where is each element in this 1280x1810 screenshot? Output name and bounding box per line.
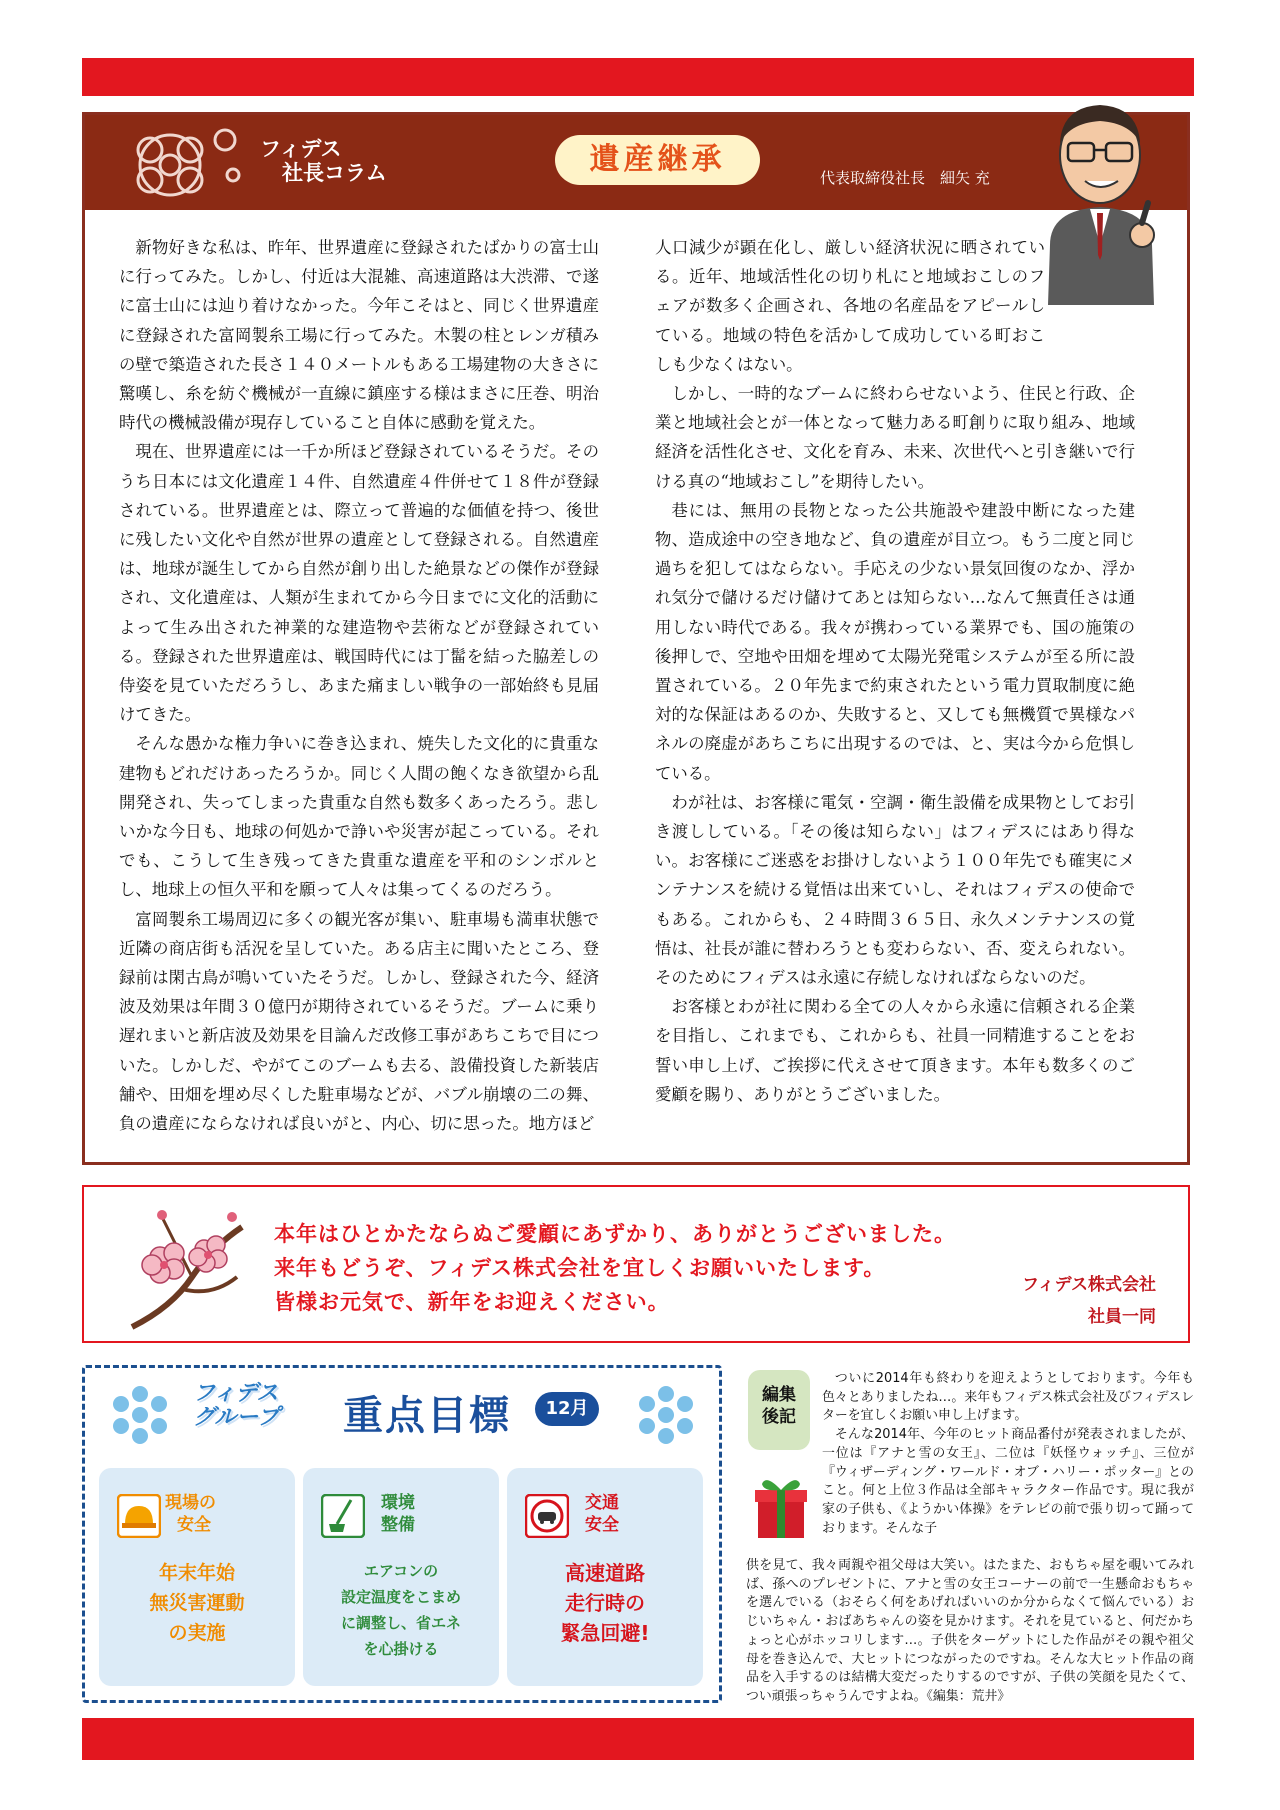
goal-card-traffic-safety [507, 1468, 703, 1686]
editor-paragraph-continued: 供を見て、我々両親や祖父母は大笑い。はたまた、おもちゃ屋を覗いてみれば、孫へのプレゼントに、アナと雪の女王コーナーの前で一生懸命おもちゃを選んでいる（おそらく何をあげればいいのか分からなくて悩んでいる）おじいちゃん・おばあちゃんの姿を見かけます。それを見ていると、何だかちょっと心がホッコリします…。子供をターゲットにした作品がその親や祖父母を巻き込んで、大ヒットにつながったのですね。そんな大ヒット作品の商品を入手するのは結構大変だったりするのですが、子供の笑顔を見たくて、つい頑張っちゃうんですよね。《編集：荒井》 [746, 1558, 1194, 1704]
column-text-left [119, 233, 599, 1138]
mop-icon [321, 1494, 365, 1538]
goals-group-name [193, 1382, 279, 1430]
column-paragraph: そんな愚かな権力争いに巻き込まれ、焼失した文化的に貴重な建物もどれだけあったろうか。同じく人間の飽くなき欲望から乱開発され、失ってしまった貴重な自然も数多くあったろう。悲しいかな今日も、地球の何処かで諍いや災害が起こっている。それでも、こうして生き残ってきた貴重な遺産を平和のシンボルとし、地球上の恒久平和を願って人々は集ってくるのだろう。 [119, 734, 599, 900]
goal-body-line: 緊急回避! [560, 1621, 650, 1645]
column-paragraph: 富岡製糸工場周辺に多くの観光客が集い、駐車場も満車状態で近隣の商店街も活況を呈していた。ある店主に聞いたところ、登録前は閑古鳥が鳴いていたそうだ。しかし、登録された今、経済波及効果は年間３０億円が期待されているそうだ。ブームに乗り遅れまいと新店波及効果を目論んだ改修工事があちこちで目についた。しかしだ、やがてこのブームも去る、設備投資した新装店舗や、田畑を埋め尽くした駐車場などが、バブル崩壊の二の舞、負の遺産にならなければ良いがと、内心、切に思った。地方ほど [119, 909, 599, 1134]
goal-body [99, 1558, 295, 1648]
goal-body-line: 走行時の [565, 1591, 645, 1615]
goal-body-line: を心掛ける [363, 1640, 439, 1658]
column-title: 遺産継承 [555, 135, 760, 185]
column-text-right [655, 233, 1135, 1109]
goals-group-line1: フィデス [193, 1381, 279, 1406]
column-label-line2: 社長コラム [282, 161, 387, 185]
goal-body-line: 年末年始 [158, 1562, 235, 1584]
goal-heading-line: 交通 [585, 1493, 619, 1513]
column-label [260, 137, 387, 185]
goals-title: 重点目標 [343, 1393, 511, 1439]
plum-branch-icon [122, 1197, 262, 1337]
editor-paragraph: そんな2014年、今年のヒット商品番付が発表されましたが、一位は『アナと雪の女王』、二位は『妖怪ウォッチ』、三位が『ウィザーディング・ワールド・オブ・ハリー・ポッター』とのこと。何と上位３作品は全部キャラクター作品です。現に我が家の子供も、《ようかい体操》をテレビの前で張り切って踊っております。そんな子 [822, 1427, 1194, 1536]
goal-body-line: 高速道路 [565, 1561, 645, 1585]
editor-note-badge [748, 1370, 810, 1450]
column-label-line1: フィデス [260, 137, 342, 161]
goal-card-site-safety [99, 1468, 295, 1686]
editor-paragraph: ついに2014年も終わりを迎えようとしております。今年も色々とありましたね…。来年もフィデス株式会社及びフィデスレターを宜しくお願い申し上げます。 [822, 1371, 1194, 1424]
year-end-greeting [82, 1185, 1190, 1343]
goal-body [507, 1558, 703, 1648]
top-red-band [82, 58, 1194, 96]
goal-body-line: エアコンの [363, 1562, 439, 1580]
snowflake-icon [109, 1384, 171, 1446]
greeting-company: フィデス株式会社 [1022, 1275, 1156, 1295]
greeting-line: 来年もどうぞ、フィデス株式会社を宜しくお願いいたします。 [274, 1256, 886, 1280]
goal-body-line: 無災害運動 [149, 1592, 245, 1614]
column-header [85, 115, 1187, 210]
greeting-message [274, 1217, 956, 1319]
greeting-staff: 社員一同 [1088, 1307, 1156, 1327]
goal-heading-line: 安全 [177, 1515, 211, 1535]
gift-box-icon [752, 1470, 810, 1540]
car-icon [525, 1494, 569, 1538]
group-goals-panel [82, 1365, 722, 1703]
goal-body [303, 1558, 499, 1662]
column-paragraph-intro: 人口減少が顕在化し、厳しい経済状況に晒されている。近年、地域活性化の切り札にと地域おこしのフェアが数多く企画され、各地の名産品をアピールしている。地域の特色を活かして成功している町おこしも少なくはない。 [655, 238, 1045, 374]
column-paragraph: お客様とわが社に関わる全ての人々から永遠に信頼される企業を目指し、これまでも、これからも、社員一同精進することをお誓い申し上げ、ご挨拶に代えさせて頂きます。本年も数多くのご愛顧を賜り、ありがとうございました。 [655, 997, 1135, 1104]
greeting-signature [1022, 1269, 1156, 1333]
goal-heading [573, 1492, 619, 1536]
snowflake-icon [635, 1384, 697, 1446]
column-paragraph: 巷には、無用の長物となった公共施設や建設中断になった建物、造成途中の空き地など、負の遺産が目立つ。もう二度と同じ過ちを犯してはならない。手応えの少ない景気回復のなか、浮かれ気分で儲けるだけ儲けてあとは知らない…なんて無責任さは通用しない時代である。我々が携わっている業界でも、国の施策の後押しで、空地や田畑を埋めて太陽光発電システムが至る所に設置されている。２０年先まで約束されたという電力買取制度に絶対的な保証はあるのか、失敗すると、又しても無機質で異様なパネルの廃虚があちこちに出現するのでは、と、実は今から危惧している。 [655, 500, 1135, 783]
goal-heading-line: 環境 [381, 1493, 415, 1513]
hardhat-icon [117, 1494, 161, 1538]
editor-badge-line2: 後記 [762, 1407, 796, 1427]
greeting-line: 皆様お元気で、新年をお迎えください。 [274, 1290, 670, 1314]
editor-badge-line1: 編集 [762, 1385, 796, 1405]
goal-body-line: 設定温度をこまめ [340, 1588, 461, 1606]
bottom-red-band [82, 1718, 1194, 1760]
goal-heading-line: 現場の [165, 1493, 216, 1513]
goal-heading-line: 安全 [585, 1515, 619, 1535]
goals-month-badge: 12月 [535, 1392, 599, 1426]
column-author: 代表取締役社長 細矢 充 [820, 169, 990, 187]
goals-group-line2: グループ [193, 1405, 280, 1430]
president-column [82, 112, 1190, 1165]
goal-body-line: の実施 [168, 1622, 226, 1644]
goal-card-environment [303, 1468, 499, 1686]
goal-body-line: に調整し、省エネ [340, 1614, 461, 1632]
goal-heading [369, 1492, 415, 1536]
goal-heading [165, 1492, 216, 1536]
greeting-line: 本年はひとかたならぬご愛顧にあずかり、ありがとうございました。 [274, 1222, 956, 1246]
goal-heading-line: 整備 [381, 1515, 415, 1535]
column-paragraph: 現在、世界遺産には一千か所ほど登録されているそうだ。そのうち日本には文化遺産１４件、自然遺産４件併せて１８件が登録されている。世界遺産とは、際立って普遍的な価値を持つ、後世に残したい文化や自然が世界の遺産として登録される。自然遺産は、地球が誕生してから自然が創り出した絶景などの傑作が登録され、文化遺産は、人類が生まれてから今日までに文化的活動によって生み出された神業的な建造物や芸術などが登録されている。登録された世界遺産は、戦国時代には丁髷を結った脇差しの侍姿を見ていただろうし、あまた痛ましい戦争の一部始終も見届けてきた。 [119, 442, 599, 725]
column-paragraph: 新物好きな私は、昨年、世界遺産に登録されたばかりの富士山に行ってみた。しかし、付近は大混雑、高速道路は大渋滞、で遂に富士山には辿り着けなかった。今年こそはと、同じく世界遺産に登録された富岡製糸工場に行ってみた。木製の柱とレンガ積みの壁で築造された長さ１４０メートルもある工場建物の大きさに驚嘆し、糸を紡ぐ機械が一直線に鎮座する様はまさに圧巻、明治時代の機械設備が現存していること自体に感動を覚えた。 [119, 238, 599, 433]
plum-flower-icon [115, 120, 255, 208]
column-paragraph: しかし、一時的なブームに終わらせないよう、住民と行政、企業と地域社会とが一体となって魅力ある町創りに取り組み、地域経済を活性化させ、文化を育み、未来、次世代へと引き継いで行ける真の“地域おこし”を期待したい。 [655, 384, 1135, 491]
column-paragraph: わが社は、お客様に電気・空調・衛生設備を成果物としてお引き渡ししている。「その後は知らない」はフィデスにはあり得ない。お客様にご迷惑をお掛けしないよう１００年先でも確実にメンテナンスを続ける覚悟は出来ていし、それはフィデスの使命でもある。これからも、２４時間３６５日、永久メンテナンスの覚悟は、社長が誰に替わろうとも変わらない、否、変えられない。そのためにフィデスは永遠に存続しなければならないのだ。 [655, 792, 1135, 988]
